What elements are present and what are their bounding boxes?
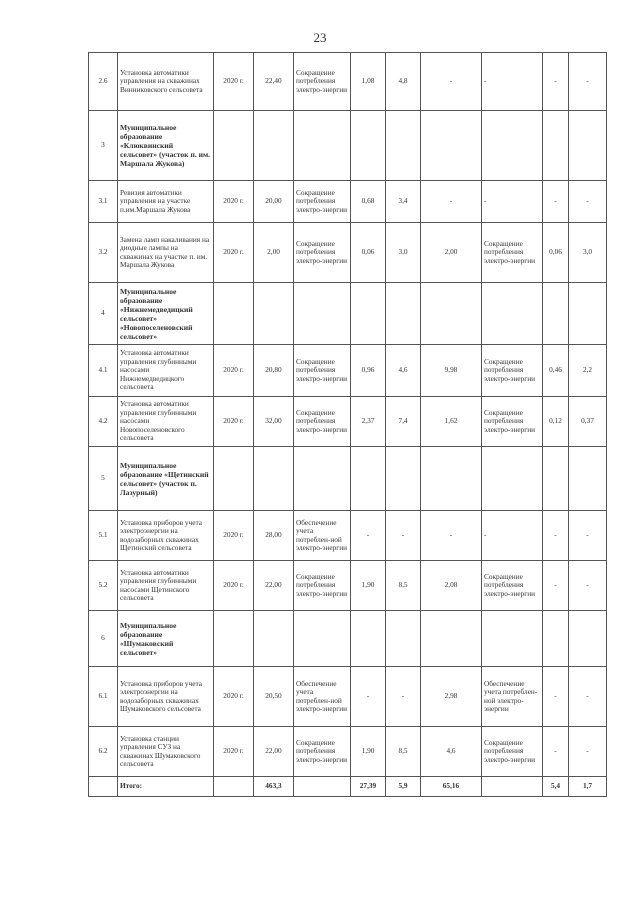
row-effect-2	[482, 611, 543, 667]
row-value-2: 8,5	[386, 727, 421, 777]
row-value-2: 4,8	[386, 53, 421, 111]
table-row	[89, 511, 607, 561]
row-effect: Сокращение потребления электро-энергии	[294, 181, 351, 223]
row-effect-2: Обеспечение учета потреблен-ной электро-энергии	[482, 667, 543, 727]
row-value-2	[386, 111, 421, 181]
row-value-5: -	[569, 181, 607, 223]
row-value-4: -	[543, 511, 569, 561]
table-row	[89, 53, 607, 111]
row-effect	[294, 283, 351, 345]
row-year: 2020 г.	[214, 667, 254, 727]
row-value-5: -	[569, 727, 607, 777]
row-value-1: 1,08	[351, 53, 386, 111]
total-label: Итого:	[118, 777, 214, 797]
row-effect: Сокращение потребления электро-энергии	[294, 53, 351, 111]
row-description: Установка автоматики управления глубинными насосами Щетинского сельсовета	[118, 561, 214, 611]
row-year: 2020 г.	[214, 223, 254, 283]
row-value-4	[543, 111, 569, 181]
row-effect: Сокращение потребления электро-энергии	[294, 397, 351, 447]
total-effect-2	[482, 777, 543, 797]
row-value-2	[386, 611, 421, 667]
row-year: 2020 г.	[214, 561, 254, 611]
row-value-5: 3,0	[569, 223, 607, 283]
row-effect: Сокращение потребления электро-энергии	[294, 223, 351, 283]
row-value-4: -	[543, 561, 569, 611]
row-year: 2020 г.	[214, 397, 254, 447]
row-value-1: -	[351, 511, 386, 561]
row-value-4: -	[543, 667, 569, 727]
row-value-4	[543, 283, 569, 345]
total-cost: 463,3	[254, 777, 294, 797]
row-cost: 22,40	[254, 53, 294, 111]
row-value-2: 3,0	[386, 223, 421, 283]
row-value-1	[351, 283, 386, 345]
row-effect	[294, 111, 351, 181]
row-effect-2: -	[482, 511, 543, 561]
row-number: 4	[89, 283, 118, 345]
table-row	[89, 345, 607, 397]
row-description: Установка приборов учета электроэнергии на водозаборных скважинах Шумаковского сельсовета	[118, 667, 214, 727]
table-row	[89, 111, 607, 181]
row-value-2: 4,6	[386, 345, 421, 397]
row-value-3: 1,62	[421, 397, 482, 447]
row-year: 2020 г.	[214, 511, 254, 561]
row-value-1: 0,06	[351, 223, 386, 283]
row-effect-2	[482, 111, 543, 181]
row-number: 4.1	[89, 345, 118, 397]
row-number: 5.1	[89, 511, 118, 561]
row-effect-2: Сокращение потребления электро-энергии	[482, 727, 543, 777]
row-number: 4.2	[89, 397, 118, 447]
table-row	[89, 561, 607, 611]
total-row	[89, 777, 607, 797]
row-cost: 20,80	[254, 345, 294, 397]
total-value-3: 65,16	[421, 777, 482, 797]
total-value-2: 5,9	[386, 777, 421, 797]
row-value-2: 7,4	[386, 397, 421, 447]
table-row	[89, 223, 607, 283]
row-value-2: 8,5	[386, 561, 421, 611]
row-value-2: -	[386, 667, 421, 727]
row-effect-2	[482, 447, 543, 511]
row-value-1	[351, 111, 386, 181]
table-row	[89, 397, 607, 447]
row-effect-2: Сокращение потребления электро-энергии	[482, 397, 543, 447]
row-description: Замена ламп накаливания на диодные лампы на скважинах на участке п. им. Маршала Жукова	[118, 223, 214, 283]
row-value-5: -	[569, 667, 607, 727]
row-value-3: 9,98	[421, 345, 482, 397]
total-spacer	[89, 777, 118, 797]
table-row	[89, 667, 607, 727]
row-effect: Обеспечение учета потреблен-ной электро-энергии	[294, 511, 351, 561]
row-value-2	[386, 283, 421, 345]
row-value-3	[421, 283, 482, 345]
row-value-1	[351, 611, 386, 667]
row-number: 5.2	[89, 561, 118, 611]
row-value-3: -	[421, 511, 482, 561]
row-number: 3.1	[89, 181, 118, 223]
row-value-3	[421, 111, 482, 181]
row-number: 5	[89, 447, 118, 511]
row-value-3	[421, 447, 482, 511]
row-description: Установка автоматики управления глубинными насосами Нижнемедведицкого сельсовета	[118, 345, 214, 397]
row-value-1: 2,37	[351, 397, 386, 447]
row-value-3: -	[421, 181, 482, 223]
row-number: 3	[89, 111, 118, 181]
row-value-1: 0,96	[351, 345, 386, 397]
table-row	[89, 727, 607, 777]
row-value-5: -	[569, 511, 607, 561]
row-value-4	[543, 611, 569, 667]
total-value-1: 27,39	[351, 777, 386, 797]
row-cost: 22,00	[254, 727, 294, 777]
row-description: Муниципальное образование «Щетинский сельсовет» (участок п. Лазурный)	[118, 447, 214, 511]
row-effect	[294, 447, 351, 511]
row-value-4: -	[543, 181, 569, 223]
row-effect-2: -	[482, 53, 543, 111]
row-effect: Обеспечение учета потреблен-ной электро-энергии	[294, 667, 351, 727]
row-year: 2020 г.	[214, 181, 254, 223]
row-value-5	[569, 447, 607, 511]
row-effect-2: Сокращение потребления электро-энергии	[482, 223, 543, 283]
row-cost: 32,00	[254, 397, 294, 447]
table-row	[89, 181, 607, 223]
row-cost	[254, 111, 294, 181]
row-cost: 28,00	[254, 511, 294, 561]
row-value-3: 2,08	[421, 561, 482, 611]
row-cost: 22,00	[254, 561, 294, 611]
table-row	[89, 447, 607, 511]
row-value-4	[543, 447, 569, 511]
row-value-2	[386, 447, 421, 511]
row-value-5: 0,37	[569, 397, 607, 447]
row-description: Муниципальное образование «Клюквинский сельсовет» (участок п. им. Маршала Жукова)	[118, 111, 214, 181]
measures-table	[88, 52, 607, 797]
row-year: 2020 г.	[214, 53, 254, 111]
row-effect-2: Сокращение потребления электро-энергии	[482, 561, 543, 611]
row-value-1: 1,90	[351, 561, 386, 611]
row-effect-2	[482, 283, 543, 345]
row-value-5: -	[569, 561, 607, 611]
row-year: 2020 г.	[214, 727, 254, 777]
row-value-5: 2,2	[569, 345, 607, 397]
row-cost: 2,00	[254, 223, 294, 283]
row-value-5	[569, 611, 607, 667]
row-number: 2.6	[89, 53, 118, 111]
row-value-4: 0,12	[543, 397, 569, 447]
row-value-3: -	[421, 53, 482, 111]
row-value-5: -	[569, 53, 607, 111]
row-description: Установка автоматики управления глубинными насосами Новопоселеновского сельсовета	[118, 397, 214, 447]
row-value-3: 2,98	[421, 667, 482, 727]
row-description: Муниципальное образование «Нижнемедведицкий сельсовет» «Новопоселеновский сельсовет»	[118, 283, 214, 345]
row-value-1: 0,68	[351, 181, 386, 223]
row-year	[214, 611, 254, 667]
row-description: Установка станции управления СУЗ на скважинах Шумаковского сельсовета	[118, 727, 214, 777]
row-year	[214, 447, 254, 511]
row-cost: 20,50	[254, 667, 294, 727]
table-row	[89, 283, 607, 345]
row-value-4: 0,46	[543, 345, 569, 397]
row-description: Ревизия автоматики управления на участке п.им.Маршала Жукова	[118, 181, 214, 223]
row-value-4: 0,06	[543, 223, 569, 283]
row-number: 3.2	[89, 223, 118, 283]
row-effect-2: -	[482, 181, 543, 223]
row-description: Установка автоматики управления на скважинах Винниковского сельсовета	[118, 53, 214, 111]
row-value-3: 4,6	[421, 727, 482, 777]
row-cost	[254, 611, 294, 667]
row-number: 6.1	[89, 667, 118, 727]
row-year	[214, 283, 254, 345]
total-year	[214, 777, 254, 797]
table-body	[89, 53, 607, 797]
row-value-1: 1,90	[351, 727, 386, 777]
row-year	[214, 111, 254, 181]
row-effect: Сокращение потребления электро-энергии	[294, 727, 351, 777]
row-value-4: -	[543, 53, 569, 111]
row-value-2: -	[386, 511, 421, 561]
total-effect	[294, 777, 351, 797]
row-effect: Сокращение потребления электро-энергии	[294, 345, 351, 397]
row-value-1	[351, 447, 386, 511]
row-value-5	[569, 111, 607, 181]
total-value-5: 1,7	[569, 777, 607, 797]
row-value-3	[421, 611, 482, 667]
row-value-3: 2,00	[421, 223, 482, 283]
row-cost	[254, 447, 294, 511]
row-number: 6.2	[89, 727, 118, 777]
row-value-2: 3,4	[386, 181, 421, 223]
row-value-4: -	[543, 727, 569, 777]
row-description: Установка приборов учета электроэнергии на водозаборных скважинах Щетинский сельсовета	[118, 511, 214, 561]
row-value-1: -	[351, 667, 386, 727]
total-value-4: 5,4	[543, 777, 569, 797]
row-year: 2020 г.	[214, 345, 254, 397]
row-cost: 20,00	[254, 181, 294, 223]
table-row	[89, 611, 607, 667]
row-cost	[254, 283, 294, 345]
row-effect	[294, 611, 351, 667]
row-effect: Сокращение потребления электро-энергии	[294, 561, 351, 611]
row-value-5	[569, 283, 607, 345]
row-effect-2: Сокращение потребления электро-энергии	[482, 345, 543, 397]
row-description: Муниципальное образование «Шумаковский сельсовет»	[118, 611, 214, 667]
page-number: 23	[313, 30, 327, 45]
row-number: 6	[89, 611, 118, 667]
